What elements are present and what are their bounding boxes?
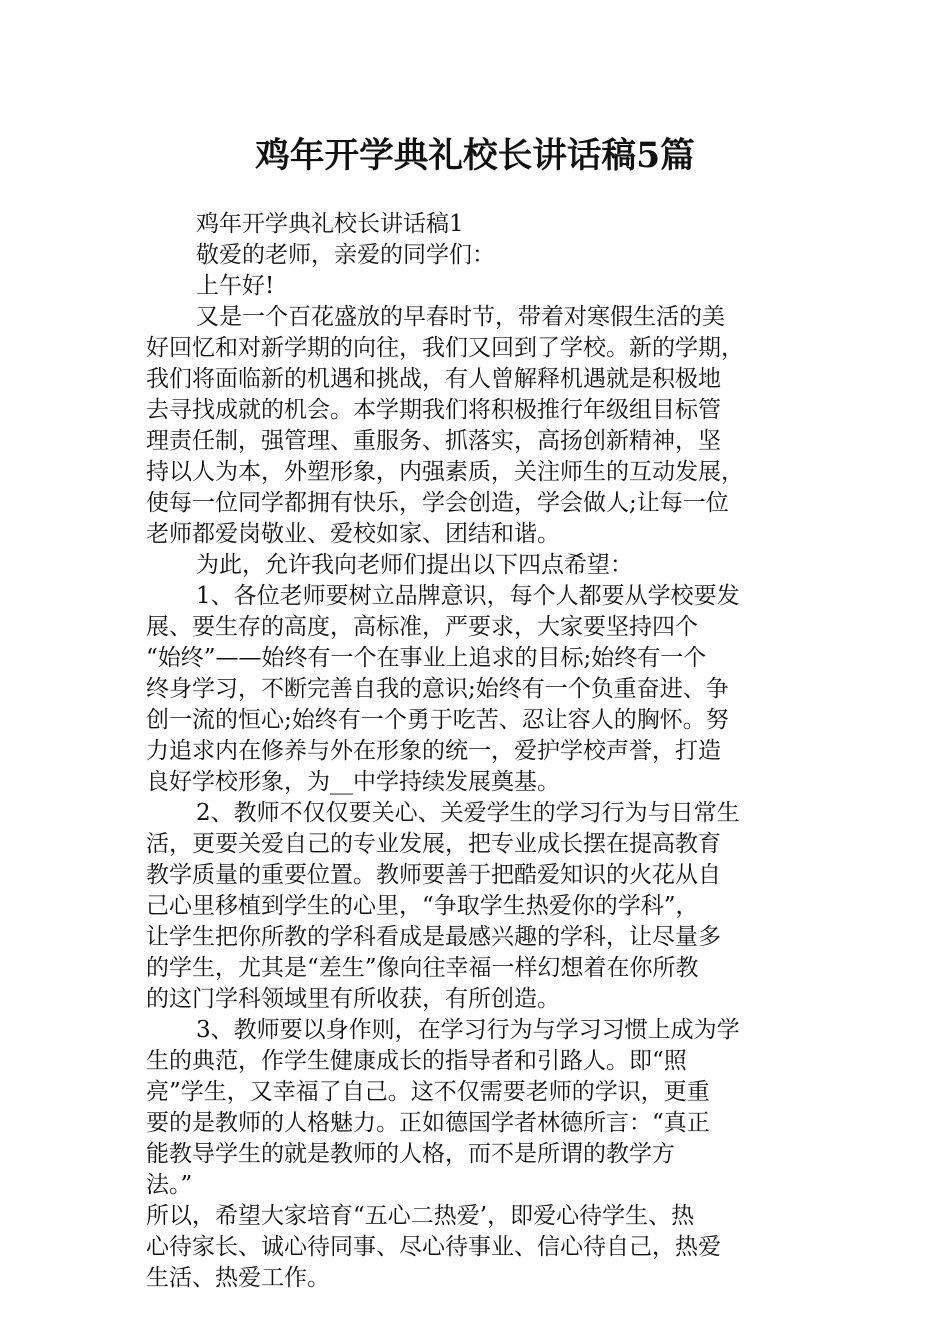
paragraph-line: 使每一位同学都拥有快乐，学会创造，学会做人;让每一位	[146, 490, 729, 516]
paragraph-line: 生活、热爱工作。	[146, 1265, 330, 1291]
paragraph-line: 的这门学科领域里有所收获，有所创造。	[146, 986, 560, 1012]
paragraph-line: 所以，希望大家培育“五心二热爱’，即爱心待学生、热	[146, 1203, 695, 1229]
paragraph-line: 敬爱的老师，亲爱的同学们：	[196, 242, 495, 268]
paragraph-line: 力追求内在修养与外在形象的统一，爱护学校声誉，打造	[146, 738, 721, 764]
paragraph-line: 为此，允许我向老师们提出以下四点希望：	[196, 552, 633, 578]
paragraph-line: 又是一个百花盛放的早春时节，带着对寒假生活的美	[196, 304, 725, 330]
paragraph-line: 3、教师要以身作则，在学习行为与学习习惯上成为学	[196, 1017, 740, 1043]
paragraph-line: 2、教师不仅仅要关心、关爱学生的学习行为与日常生	[196, 800, 740, 826]
paragraph-line: 终身学习，不断完善自我的意识;始终有一个负重奋进、争	[146, 676, 729, 702]
paragraph-line: 上午好!	[196, 273, 275, 299]
paragraph-line: 持以人为本，外塑形象，内强素质，关注师生的互动发展，	[146, 459, 744, 485]
paragraph-line: 生的典范，作学生健康成长的指导者和引路人。即“照	[146, 1048, 687, 1074]
paragraph-line: 能教导学生的就是教师的人格，而不是所谓的教学方	[146, 1141, 675, 1167]
paragraph-line: 教学质量的重要位置。教师要善于把酷爱知识的火花从自	[146, 862, 721, 888]
paragraph-line: 鸡年开学典礼校长讲话稿1	[196, 211, 464, 237]
paragraph-line: 理责任制，强管理、重服务、抓落实，高扬创新精神，坚	[146, 428, 721, 454]
paragraph-line: 老师都爱岗敬业、爱校如家、团结和谐。	[146, 521, 560, 547]
paragraph-line: “始终”——始终有一个在事业上追求的目标;始终有一个	[146, 645, 707, 671]
paragraph-line: 让学生把你所教的学科看成是最感兴趣的学科，让尽量多	[146, 924, 721, 950]
paragraph-line: 己心里移植到学生的心里，“争取学生热爱你的学科”，	[146, 893, 699, 919]
paragraph-line: 1、各位老师要树立品牌意识，每个人都要从学校要发	[196, 583, 740, 609]
document-title: 鸡年开学典礼校长讲话稿5篇	[255, 135, 695, 176]
paragraph-line: 好回忆和对新学期的向往，我们又回到了学校。新的学期，	[146, 335, 744, 361]
paragraph-line: 展、要生存的高度，高标准，严要求，大家要坚持四个	[146, 614, 698, 640]
paragraph-line: 亮”学生，又幸福了自己。这不仅需要老师的学识，更重	[146, 1079, 710, 1105]
paragraph-line: 创一流的恒心;始终有一个勇于吃苦、忍让容人的胸怀。努	[146, 707, 729, 733]
paragraph-line: 良好学校形象，为__中学持续发展奠基。	[146, 769, 560, 795]
paragraph-line: 我们将面临新的机遇和挑战，有人曾解释机遇就是积极地	[146, 366, 721, 392]
paragraph-line: 的学生，尤其是“差生”像向往幸福一样幻想着在你所教	[146, 955, 699, 981]
paragraph-line: 去寻找成就的机会。本学期我们将积极推行年级组目标管	[146, 397, 721, 423]
paragraph-line: 法。”	[146, 1172, 193, 1198]
paragraph-line: 活，更要关爱自己的专业发展，把专业成长摆在提高教育	[146, 831, 721, 857]
paragraph-line: 要的是教师的人格魅力。正如德国学者林德所言：“真正	[146, 1110, 710, 1136]
paragraph-line: 心待家长、诚心待同事、尽心待事业、信心待自己，热爱	[146, 1234, 721, 1260]
document-body	[146, 209, 806, 1294]
